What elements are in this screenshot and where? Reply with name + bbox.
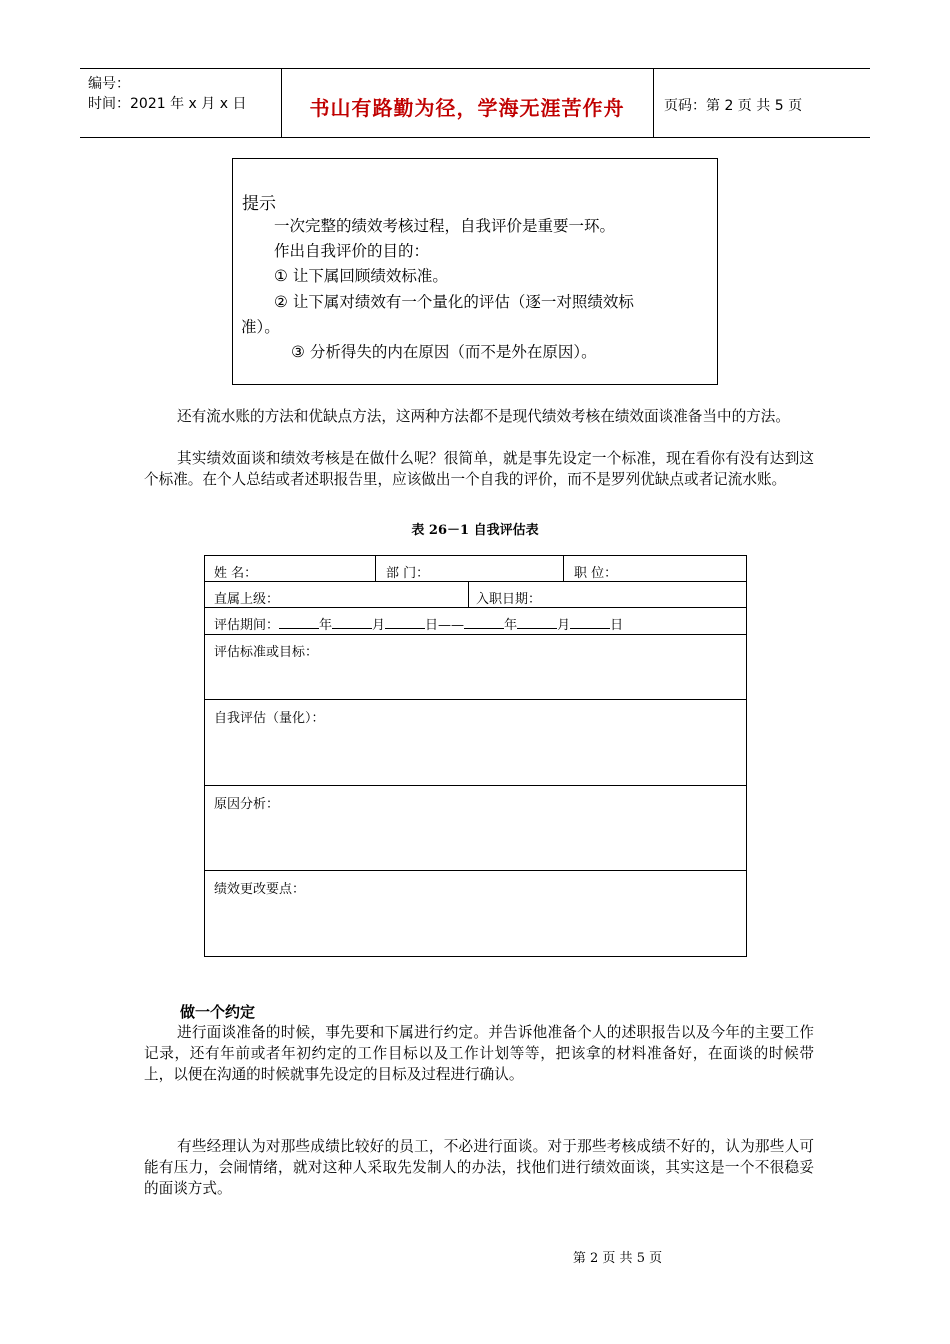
- section-subheading: 做一个约定: [180, 1003, 256, 1021]
- row-divider: [205, 634, 746, 635]
- row-divider: [205, 581, 746, 582]
- row-divider: [205, 785, 746, 786]
- tip-box: [232, 158, 718, 385]
- self-evaluation-form: [204, 555, 747, 957]
- header-motto: 书山有路勤为径，学海无涯苦作舟: [309, 96, 625, 120]
- paragraph-3: 进行面谈准备的时候，事先要和下属进行约定。并告诉他准备个人的述职报告以及今年的主要工作记录，还有年前或者年初约定的工作目标以及工作计划等等，把该拿的材料准备好，在面谈的时候带上，以便在沟通的时候就事先设定的目标及过程进行确认。: [144, 1024, 814, 1083]
- paragraph-1: 还有流水账的方法和优缺点方法，这两种方法都不是现代绩效考核在绩效面谈准备当中的方法。: [177, 408, 790, 425]
- criteria-field-label: 评估标准或目标：: [214, 645, 319, 660]
- performance-change-field-label: 绩效更改要点：: [214, 882, 306, 897]
- blank-line: [279, 616, 319, 629]
- tip-line-1: 一次完整的绩效考核过程，自我评价是重要一环。: [274, 217, 616, 235]
- col-divider: [563, 556, 564, 581]
- header-left-cell: [80, 69, 282, 137]
- col-divider: [468, 581, 469, 607]
- position-field-label: 职 位：: [574, 566, 618, 581]
- document-time: 时间：2021 年 x 月 x 日: [88, 96, 247, 112]
- day-dash-label: 日——: [425, 618, 465, 633]
- evaluation-period-row: [214, 614, 623, 633]
- month-label: 月: [372, 618, 386, 633]
- cause-analysis-field-label: 原因分析：: [214, 797, 280, 812]
- month-label-2: 月: [557, 618, 571, 633]
- row-divider: [205, 607, 746, 608]
- tip-item-1: ① 让下属回顾绩效标准。: [274, 267, 448, 285]
- row-divider: [205, 870, 746, 871]
- page-header: [80, 68, 870, 138]
- year-label-2: 年: [504, 618, 518, 633]
- header-page-number: 页码：第 2 页 共 5 页: [664, 98, 803, 114]
- supervisor-field-label: 直属上级：: [214, 592, 280, 607]
- tip-title: 提示: [242, 194, 276, 214]
- self-evaluation-field-label: 自我评估（量化）：: [214, 711, 325, 726]
- tip-item-3: ③ 分析得失的内在原因（而不是外在原因）。: [291, 343, 597, 361]
- tip-item-2-cont: 准）。: [241, 318, 280, 336]
- name-field-label: 姓 名：: [214, 566, 258, 581]
- year-label: 年: [319, 618, 333, 633]
- evaluation-period-label: 评估期间：: [214, 618, 280, 633]
- hire-date-field-label: 入职日期：: [476, 592, 542, 607]
- header-center-cell: [281, 69, 654, 137]
- page-footer: 第 2 页 共 5 页: [572, 1251, 663, 1266]
- row-divider: [205, 699, 746, 700]
- header-right-cell: [654, 69, 870, 137]
- blank-line: [332, 616, 372, 629]
- blank-line: [570, 616, 610, 629]
- document-number: 编号：: [88, 76, 130, 92]
- col-divider: [375, 556, 376, 581]
- department-field-label: 部 门：: [386, 566, 430, 581]
- day-label: 日: [610, 618, 624, 633]
- table-caption: 表 26－1 自我评估表: [411, 523, 539, 538]
- blank-line: [517, 616, 557, 629]
- tip-line-2: 作出自我评价的目的：: [274, 242, 430, 260]
- blank-line: [464, 616, 504, 629]
- paragraph-2: 其实绩效面谈和绩效考核是在做什么呢？很简单，就是事先设定一个标准，现在看你有没有达到这个标准。在个人总结或者述职报告里，应该做出一个自我的评价，而不是罗列优缺点或者记流水账。: [144, 450, 814, 488]
- blank-line: [385, 616, 425, 629]
- tip-item-2: ② 让下属对绩效有一个量化的评估（逐一对照绩效标: [274, 293, 634, 311]
- paragraph-4: 有些经理认为对那些成绩比较好的员工，不必进行面谈。对于那些考核成绩不好的，认为那些人可能有压力，会闹情绪，就对这种人采取先发制人的办法，找他们进行绩效面谈，其实这是一个不很稳妥的面谈方式。: [144, 1138, 814, 1197]
